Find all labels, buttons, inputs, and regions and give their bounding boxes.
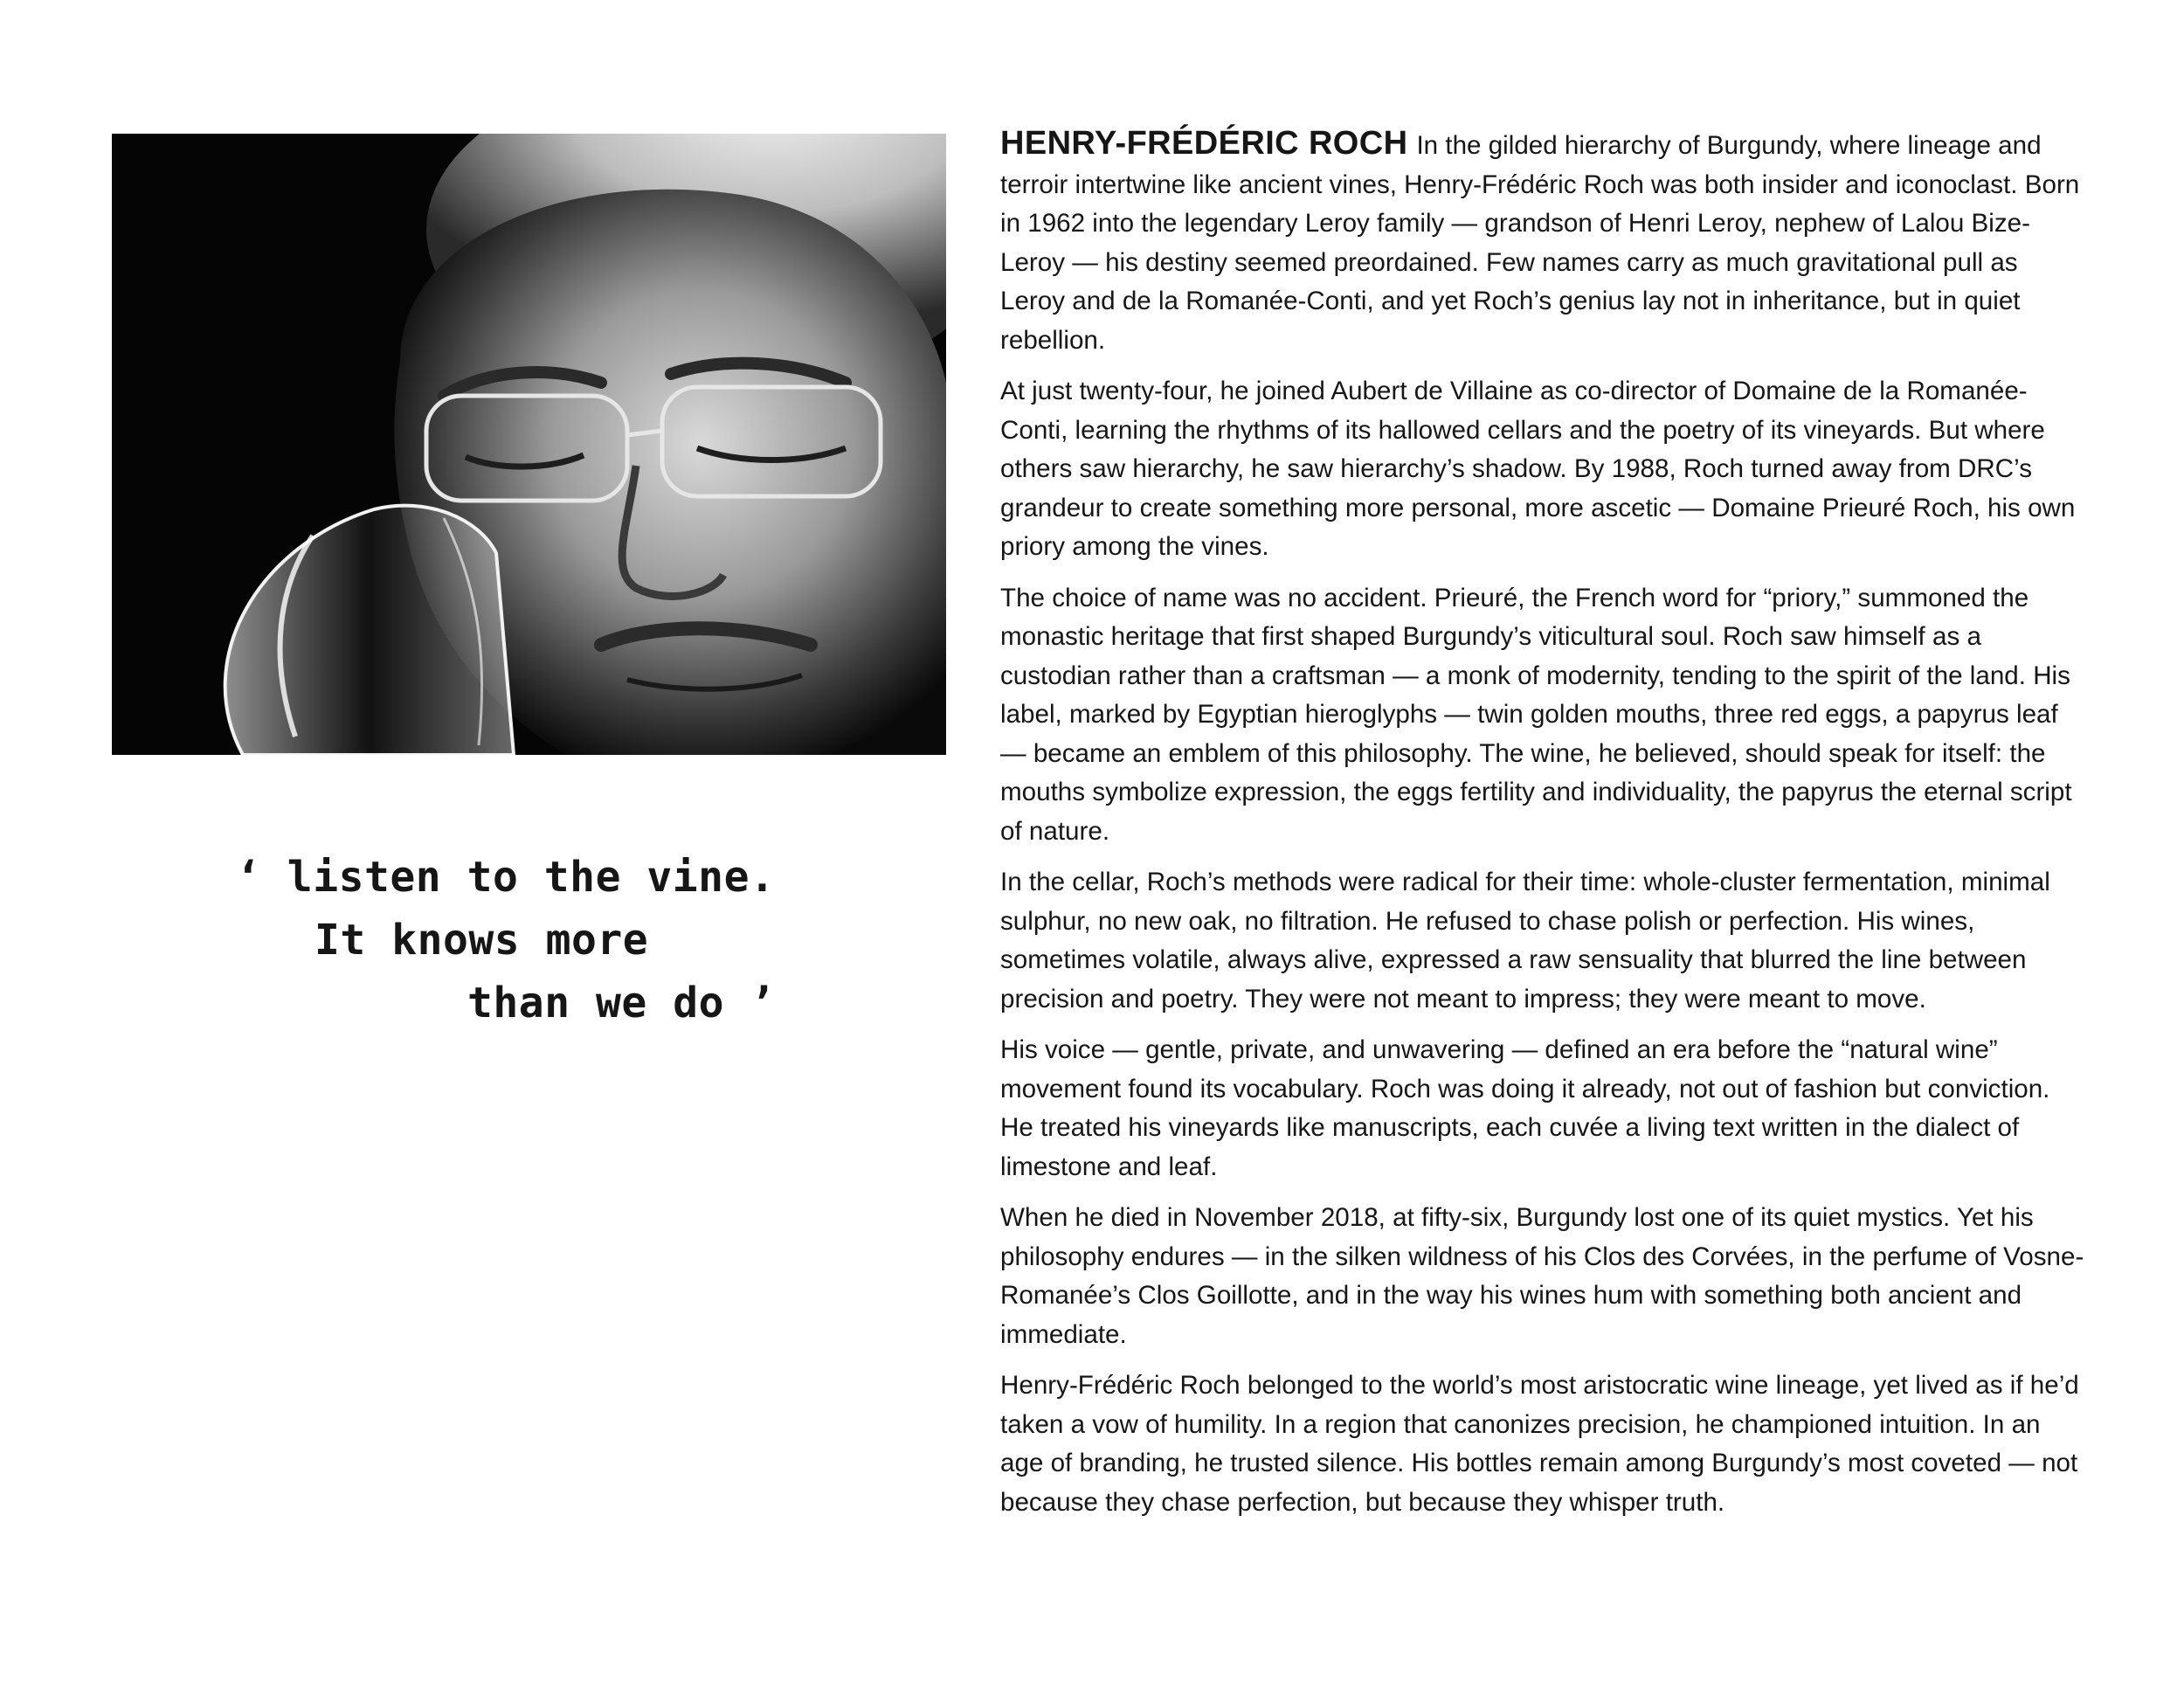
article-paragraph-5: His voice — gentle, private, and unwavering — defined an era before the “natural wine” movement found its vocabulary. Roch was doing it already, not out of fashion but conviction. He treated his vineyards like manuscripts, each cuvée a living text written in the dialect of limestone and leaf. [1000,1035,2050,1181]
quote-line-1: ‘ listen to the vine. [236,853,776,902]
pull-quote [236,846,900,1034]
quote-line-3: than we do ’ [467,979,776,1027]
article-paragraph-3: The choice of name was no accident. Prieuré, the French word for “priory,” summoned the monastic heritage that first shaped Burgundy’s viticultural soul. Roch saw himself as a custodian rather than a craftsman — a monk of modernity, tending to the spirit of the land. His label, marked by Egyptian hieroglyphs — twin golden mouths, three red eggs, a papyrus leaf — became an emblem of this philosophy. The wine, he believed, should speak for itself: the mouths symbolize expression, the eggs fertility and individuality, the papyrus the eternal script of nature. [1000,583,2072,846]
quote-line-2: It knows more [314,916,649,965]
biography-article [1000,124,2088,1534]
article-paragraph-4: In the cellar, Roch’s methods were radical for their time: whole-cluster fermentation, minimal sulphur, no new oak, no filtration. He refused to chase polish or perfection. His wines, sometimes volatile, always alive, expressed a raw sensuality that blurred the line between precision and poetry. They were not meant to impress; they were meant to move. [1000,868,2050,1013]
article-paragraph-1 [1000,124,2088,360]
article-paragraph-6: When he died in November 2018, at fifty-six, Burgundy lost one of its quiet mystics. Yet his philosophy endures — in the silken wildness of his Clos des Corvées, in the perfume of Vosne-Romanée’s Clos Goillotte, and in the way his wines hum with something both ancient and immediate. [1000,1203,2084,1349]
article-heading: HENRY-FRÉDÉRIC ROCH [1000,125,1408,162]
portrait-photo [112,134,946,755]
paragraph-1-text: In the gilded hierarchy of Burgundy, where lineage and terroir intertwine like ancient vines, Henry-Frédéric Roch was both insider and iconoclast. Born in 1962 into the legendary Leroy family — grandson of Henri Leroy, nephew of Lalou Bize-Leroy — his destiny seemed preordained. Few names carry as much gravitational pull as Leroy and de la Romanée-Conti, and yet Roch’s genius lay not in inheritance, but in quiet rebellion. [1000,131,2080,355]
article-paragraph-2: At just twenty-four, he joined Aubert de Villaine as co-director of Domaine de la Romanée-Conti, learning the rhythms of its hallowed cellars and the poetry of its vineyards. But where others saw hierarchy, he saw hierarchy’s shadow. By 1988, Roch turned away from DRC’s grandeur to create something more personal, more ascetic — Domaine Prieuré Roch, his own priory among the vines. [1000,377,2076,561]
article-paragraph-7: Henry-Frédéric Roch belonged to the world’s most aristocratic wine lineage, yet lived as if he’d taken a vow of humility. In a region that canonizes precision, he championed intuition. In an age of branding, he trusted silence. His bottles remain among Burgundy’s most coveted — not because they chase perfection, but because they whisper truth. [1000,1371,2079,1517]
portrait-photo-icon [112,134,946,755]
